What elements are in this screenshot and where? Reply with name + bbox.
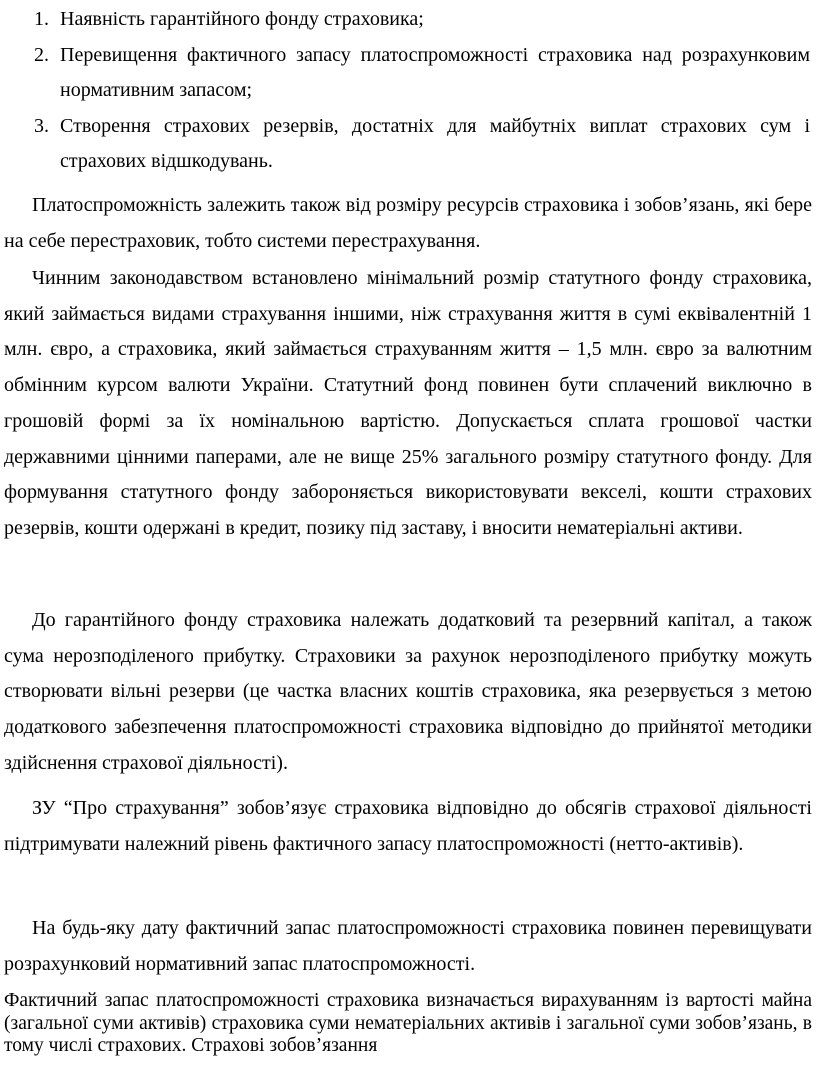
list-item-text: Наявність гарантійного фонду страховика; <box>60 8 424 30</box>
paragraph-solvency-date: На будь-яку дату фактичний запас платоспроможності страховика повинен перевищувати розрахунковий нормативний запас платоспроможності. <box>4 917 812 975</box>
list-item-text: Перевищення фактичного запасу платоспроможності страховика над розрахунковим нормативним запасом; <box>60 43 810 101</box>
list-item <box>0 2 810 38</box>
list-item <box>0 38 810 109</box>
list-item <box>0 109 810 180</box>
list-item-number: 1. <box>34 8 49 30</box>
requirements-list <box>0 2 810 180</box>
list-item-text: Створення страхових резервів, достатніх для майбутніх виплат страхових сум і страхових відшкодувань. <box>60 114 810 172</box>
paragraph-reinsurance: Платоспроможність залежить також від розміру ресурсів страховика і зобов’язань, які бере на себе перестраховик, тобто системи перестрахування. <box>4 194 812 252</box>
paragraph-law-requirement: ЗУ “Про страхування” зобов’язує страховика відповідно до обсягів страхової діяльності підтримувати належний рівень фактичного запасу платоспроможності (нетто-активів). <box>4 797 812 855</box>
list-item-number: 2. <box>34 43 49 66</box>
paragraph-actual-solvency: Фактичний запас платоспроможності страховика визначається вирахуванням із вартості майна (загальної суми активів) страховика суми нематеріальних активів і загальної суми зобов’язань, в тому числі страхових. Страхові зобов’язання <box>4 990 812 1056</box>
list-item-number: 3. <box>34 114 49 137</box>
paragraph-authorized-capital: Чинним законодавством встановлено мінімальний розмір статутного фонду страховика, який займається видами страхування іншими, ніж страхування життя в сумі еквівалентній 1 млн. євро, а страховика, який займається страхуванням життя – 1,5 млн. євро за валютним обмінним курсом валюти України. Статутний фонд повинен бути сплачений виключно в грошовій формі за їх номінальною вартістю. Допускається сплата грошової частки державними цінними паперами, але не вище 25% загального розміру статутного фонду. Для формування статутного фонду забороняється використовувати векселі, кошти страхових резервів, кошти одержані в кредит, позику під заставу, і вносити нематеріальні активи. <box>4 267 812 539</box>
paragraph-guarantee-fund: До гарантійного фонду страховика належать додатковий та резервний капітал, а також сума нерозподіленого прибутку. Страховики за рахунок нерозподіленого прибутку можуть створювати вільні резерви (це частка власних коштів страховика, яка резервується з метою додаткового забезпечення платоспроможності страховика відповідно до прийнятої методики здійснення страхової діяльності). <box>4 609 812 774</box>
